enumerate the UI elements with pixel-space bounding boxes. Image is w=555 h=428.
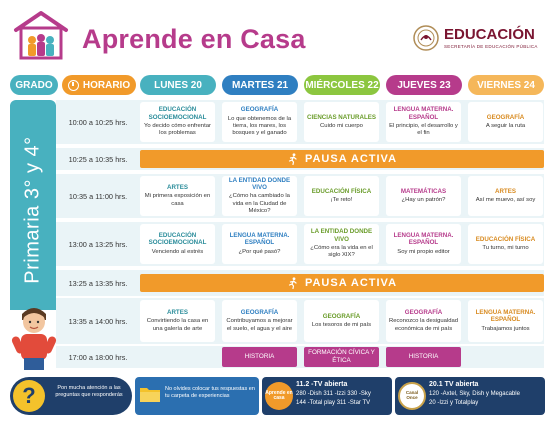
- class-subject: GEOGRAFÍA: [322, 312, 361, 320]
- class-topic: Mi primera exposición en casa: [144, 193, 211, 207]
- class-cell[interactable]: [386, 176, 461, 216]
- folder-icon: [139, 385, 161, 403]
- class-topic: Yo decido cómo enfrentar los problemas: [144, 123, 211, 137]
- day-label: VIERNES 24: [477, 79, 535, 91]
- folder-note: [135, 377, 259, 415]
- grado-label: GRADO: [15, 79, 53, 91]
- class-subject: EDUCACIÓN SOCIOEMOCIONAL: [148, 231, 207, 247]
- class-cell[interactable]: [386, 224, 461, 264]
- day-label: MIÉRCOLES 22: [305, 79, 379, 91]
- class-cell[interactable]: [304, 102, 379, 142]
- grade-label: Primaria 3° y 4°: [21, 136, 44, 284]
- day-header-wednesday: [304, 75, 380, 95]
- class-cell[interactable]: [222, 300, 297, 342]
- edu-name: EDUCACIÓN: [444, 26, 535, 43]
- day-header-monday: [140, 75, 216, 95]
- time-slot: 13:25 a 13:35 hrs.: [68, 278, 128, 288]
- class-topic: El principio, el desarrollo y el fin: [389, 123, 458, 137]
- day-header-tuesday: [222, 75, 298, 95]
- running-person-icon: [287, 153, 299, 165]
- class-topic: Contribuyamos a mejorar el suelo, el agua y el aire: [226, 318, 293, 332]
- horario-header: [62, 75, 136, 95]
- class-topic: Así me muevo, así soy: [475, 197, 536, 204]
- channel-badge: Canal Once: [398, 382, 426, 410]
- edu-subtitle: SECRETARÍA DE EDUCACIÓN PÚBLICA: [444, 44, 538, 49]
- time-slot: 10:25 a 10:35 hrs.: [68, 154, 128, 164]
- time-slot: 13:35 a 14:00 hrs.: [68, 316, 128, 326]
- class-subject: EDUCACIÓN FÍSICA: [475, 235, 536, 243]
- class-topic: ¿Por qué pasó?: [238, 248, 281, 255]
- pause-band: [140, 150, 544, 168]
- child-illustration: [8, 300, 60, 372]
- day-label: JUEVES 23: [397, 79, 451, 91]
- class-topic: ¡Te reto!: [330, 197, 353, 204]
- class-cell[interactable]: [468, 224, 543, 264]
- pause-label: PAUSA ACTIVA: [304, 153, 398, 165]
- class-subject: LA ENTIDAD DONDE VIVO: [310, 228, 373, 243]
- subject-tag-civica[interactable]: FORMACIÓN CÍVICA Y ÉTICA: [304, 347, 379, 367]
- class-subject: EDUCACIÓN SOCIOEMOCIONAL: [148, 106, 207, 121]
- class-topic: Venciendo al estrés: [151, 248, 204, 255]
- pause-band: [140, 274, 544, 292]
- class-topic: Convirtiendo la casa en una galería de arte: [146, 318, 209, 332]
- attention-note: [10, 377, 132, 415]
- page-title: Aprende en Casa: [82, 24, 306, 54]
- class-subject: LENGUA MATERNA. ESPAÑOL: [229, 231, 290, 247]
- class-subject: ARTES: [167, 308, 188, 316]
- class-subject: LENGUA MATERNA. ESPAÑOL: [475, 308, 536, 324]
- day-header-thursday: [386, 75, 462, 95]
- class-cell[interactable]: [304, 176, 379, 216]
- class-cell[interactable]: [140, 102, 215, 142]
- subject-tag-historia[interactable]: HISTORIA: [386, 347, 461, 367]
- class-topic: Soy mi propio editor: [397, 248, 450, 255]
- class-subject: ARTES: [495, 187, 516, 195]
- seal-icon: [412, 24, 440, 52]
- class-subject: LENGUA MATERNA. ESPAÑOL: [393, 231, 454, 247]
- class-topic: Los tesoros de mi país: [311, 322, 372, 329]
- tv-channels-twenty: [395, 377, 545, 415]
- sep-logo: [412, 24, 552, 54]
- tv-line: 20.1 TV abierta: [429, 381, 479, 388]
- time-slot: 13:00 a 13:25 hrs.: [68, 239, 128, 249]
- class-cell[interactable]: [386, 300, 461, 342]
- class-subject: GEOGRAFÍA: [486, 113, 525, 121]
- class-cell[interactable]: [140, 176, 215, 216]
- class-topic: Tu turno, mi turno: [482, 245, 529, 252]
- tv-line: 144 -Total play 311 -Star TV: [296, 400, 371, 406]
- class-cell[interactable]: [304, 300, 379, 342]
- horario-label: HORARIO: [82, 79, 131, 91]
- class-cell[interactable]: [468, 102, 543, 142]
- running-person-icon: [287, 277, 299, 289]
- class-subject: GEOGRAFÍA: [240, 106, 279, 114]
- class-subject: LENGUA MATERNA. ESPAÑOL: [393, 106, 454, 121]
- clock-icon: [68, 80, 79, 91]
- class-cell[interactable]: [140, 224, 215, 264]
- tv-line: 280 -Dish 311 -Izzi 330 -Sky: [296, 391, 371, 397]
- class-subject: LA ENTIDAD DONDE VIVO: [228, 176, 291, 191]
- class-topic: ¿Cómo ha cambiado la vida en la Ciudad de México?: [229, 193, 290, 215]
- day-label: LUNES 20: [154, 79, 202, 91]
- class-cell[interactable]: [222, 176, 297, 216]
- class-cell[interactable]: [468, 176, 543, 216]
- folder-text: No olvides colocar tus respuestas en tu carpeta de experiencias: [165, 386, 255, 400]
- class-subject: GEOGRAFÍA: [240, 308, 279, 316]
- time-slot: 10:00 a 10:25 hrs.: [68, 117, 128, 127]
- tv-line: 11.2 -TV abierta: [296, 381, 348, 388]
- class-topic: Reconozco la desigualdad económica de mi país: [388, 318, 459, 332]
- tv-channels-once: [262, 377, 392, 415]
- time-slot: 10:35 a 11:00 hrs.: [68, 191, 128, 201]
- tv-line: 120 -Axtel, Sky, Dish y Megacable: [429, 391, 520, 397]
- class-cell[interactable]: [222, 102, 297, 142]
- header: [0, 0, 555, 68]
- house-logo-icon: [12, 10, 70, 60]
- day-header-friday: [468, 75, 544, 95]
- class-cell[interactable]: [386, 102, 461, 142]
- class-cell[interactable]: [468, 300, 543, 342]
- class-topic: Lo que obtenemos de la tierra, los mares, los bosques y el ganado: [227, 115, 292, 137]
- class-topic: ¿Hay un patrón?: [401, 197, 446, 204]
- class-subject: ARTES: [167, 183, 188, 191]
- subject-tag-historia[interactable]: HISTORIA: [222, 347, 297, 367]
- class-topic: A seguir la ruta: [485, 123, 526, 130]
- day-label: MARTES 21: [231, 79, 289, 91]
- attention-text: Pon mucha atención a las preguntas que responderás: [55, 385, 123, 399]
- class-subject: CIENCIAS NATURALES: [307, 113, 376, 121]
- class-cell[interactable]: [222, 224, 297, 264]
- class-subject: EDUCACIÓN FÍSICA: [311, 187, 372, 195]
- pause-label: PAUSA ACTIVA: [304, 277, 398, 289]
- time-slot: 17:00 a 18:00 hrs.: [68, 352, 128, 362]
- class-cell[interactable]: [304, 224, 379, 264]
- class-topic: Trabajamos juntos: [481, 325, 530, 332]
- grado-header: [10, 75, 58, 95]
- class-subject: MATEMÁTICAS: [400, 187, 447, 195]
- tv-line: 20 -Izzi y Totalplay: [429, 400, 479, 406]
- class-cell[interactable]: [140, 300, 215, 342]
- class-topic: Cuido mi cuerpo: [320, 123, 363, 130]
- class-subject: GEOGRAFÍA: [404, 308, 443, 316]
- class-topic: ¿Cómo era la vida en el siglo XIX?: [310, 245, 373, 259]
- aprende-tv-badge: Aprende en casa: [265, 382, 293, 410]
- question-icon: ?: [13, 380, 45, 412]
